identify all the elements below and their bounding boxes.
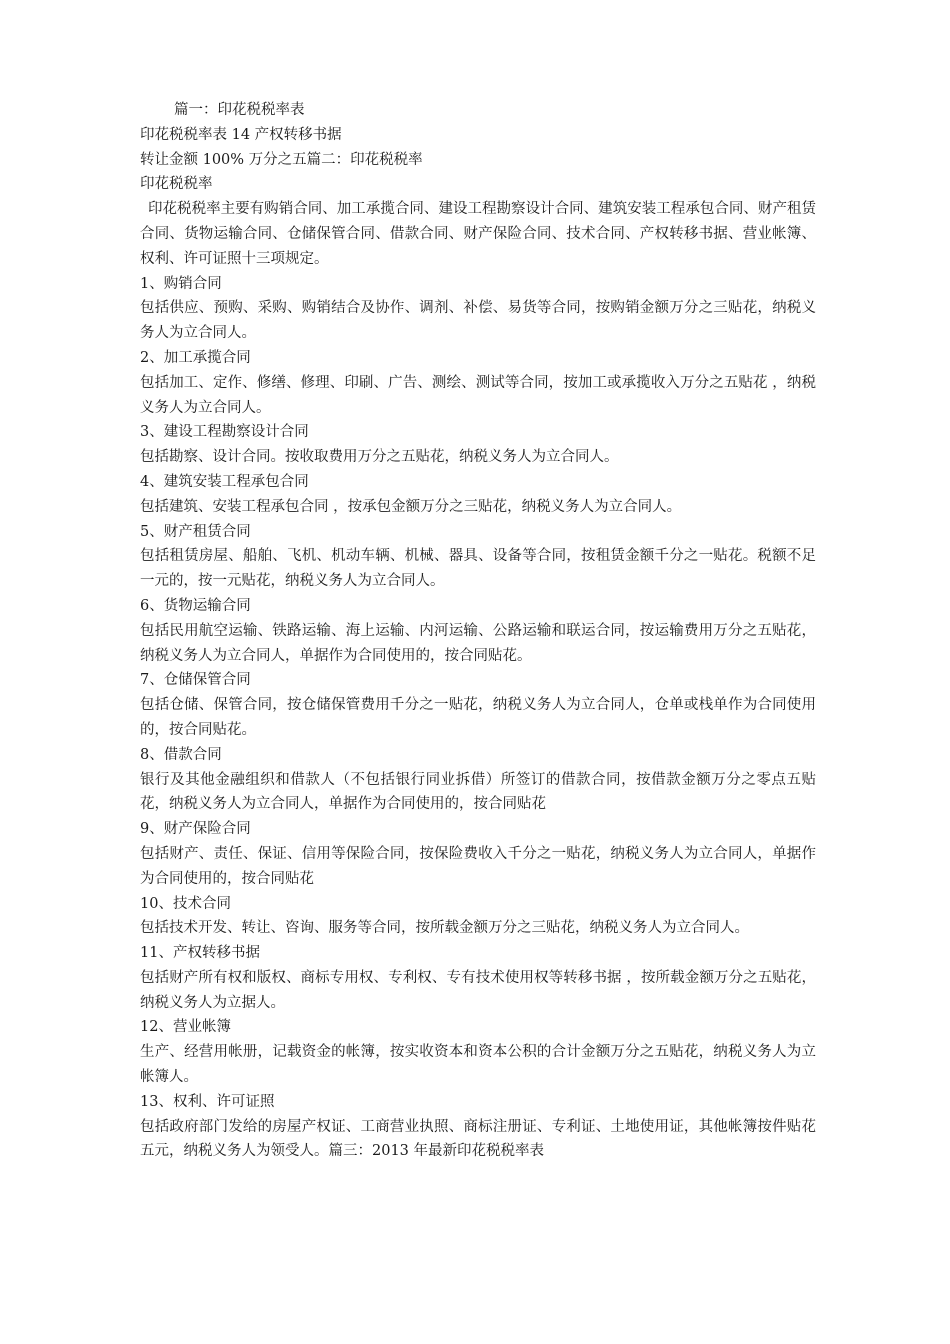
item-body: 包括建筑、安装工程承包合同 ，按承包金额万分之三贴花，纳税义务人为立合同人。 [140, 498, 682, 515]
item-title: 4、建筑安装工程承包合同 [140, 473, 309, 490]
item-13 [140, 1090, 816, 1164]
item-title: 7、仓储保管合同 [140, 672, 251, 689]
item-body: 银行及其他金融组织和借款人（不包括银行同业拆借）所签订的借款合同，按借款金额万分之零点五贴花，纳税义务人为立合同人，单据作为合同使用的，按合同贴花 [140, 771, 816, 813]
item-8 [140, 743, 816, 817]
item-6 [140, 594, 816, 668]
item-body: 包括租赁房屋、船舶、飞机、机动车辆、机械、器具、设备等合同，按租赁金额千分之一贴花。税额不足一元的，按一元贴花，纳税义务人为立合同人。 [140, 548, 816, 590]
item-body: 包括民用航空运输、铁路运输、海上运输、内河运输、公路运输和联运合同，按运输费用万分之五贴花，纳税义务人为立合同人，单据作为合同使用的，按合同贴花。 [140, 622, 816, 664]
document-heading-4: 印花税税率 [140, 176, 213, 193]
item-12 [140, 1015, 816, 1089]
document-heading-2: 印花税税率表 14 产权转移书据 [140, 126, 342, 143]
item-body: 包括技术开发、转让、咨询、服务等合同，按所载金额万分之三贴花，纳税义务人为立合同人。 [140, 920, 749, 937]
item-title: 10、技术合同 [140, 895, 231, 912]
document-heading-3: 转让金额 100% 万分之五篇二：印花税税率 [140, 151, 423, 168]
item-title: 11、产权转移书据 [140, 945, 260, 962]
item-title: 6、货物运输合同 [140, 597, 251, 614]
item-body: 包括加工、定作、修缮、修理、印刷、广告、测绘、测试等合同，按加工或承揽收入万分之五贴花 ，纳税义务人为立合同人。 [140, 374, 816, 416]
item-body: 包括财产所有权和版权、商标专用权、专利权、专有技术使用权等转移书据 ，按所载金额万分之五贴花，纳税义务人为立据人。 [140, 969, 816, 1011]
item-9 [140, 817, 816, 891]
item-title: 13、权利、许可证照 [140, 1093, 275, 1110]
item-body: 包括供应、预购、采购、购销结合及协作、调剂、补偿、易货等合同，按购销金额万分之三贴花，纳税义务人为立合同人。 [140, 300, 816, 342]
item-4 [140, 470, 816, 520]
document-page [140, 98, 816, 1164]
intro-paragraph: 印花税税率主要有购销合同、加工承揽合同、建设工程勘察设计合同、建筑安装工程承包合同、财产租赁合同、货物运输合同、仓储保管合同、借款合同、财产保险合同、技术合同、产权转移书据、营业帐簿、权利、许可证照十三项规定。 [140, 201, 816, 267]
item-body: 包括仓储、保管合同，按仓储保管费用千分之一贴花，纳税义务人为立合同人，仓单或栈单作为合同使用的，按合同贴花。 [140, 697, 816, 738]
item-3 [140, 420, 816, 470]
document-heading-1: 篇一：印花税税率表 [174, 102, 305, 118]
item-body: 包括政府部门发给的房屋产权证、工商营业执照、商标注册证、专利证、土地使用证，其他帐簿按件贴花五元，纳税义务人为领受人。篇三：2013 年最新印花税税率表 [140, 1118, 816, 1160]
item-title: 9、财产保险合同 [140, 821, 251, 838]
item-body: 包括财产、责任、保证、信用等保险合同，按保险费收入千分之一贴花，纳税义务人为立合同人，单据作为合同使用的，按合同贴花 [140, 845, 816, 887]
item-10 [140, 892, 816, 942]
item-body: 生产、经营用帐册，记载资金的帐簿，按实收资本和资本公积的合计金额万分之五贴花，纳税义务人为立帐簿人。 [140, 1044, 816, 1086]
item-7 [140, 668, 816, 742]
item-title: 1、购销合同 [140, 275, 222, 292]
item-title: 12、营业帐簿 [140, 1019, 231, 1036]
item-title: 2、加工承揽合同 [140, 349, 251, 366]
item-5 [140, 520, 816, 594]
item-1 [140, 272, 816, 346]
item-11 [140, 941, 816, 1015]
item-2 [140, 346, 816, 420]
item-title: 8、借款合同 [140, 746, 222, 763]
item-title: 3、建设工程勘察设计合同 [140, 424, 309, 441]
item-title: 5、财产租赁合同 [140, 523, 251, 540]
item-body: 包括勘察、设计合同。按收取费用万分之五贴花，纳税义务人为立合同人。 [140, 449, 619, 466]
